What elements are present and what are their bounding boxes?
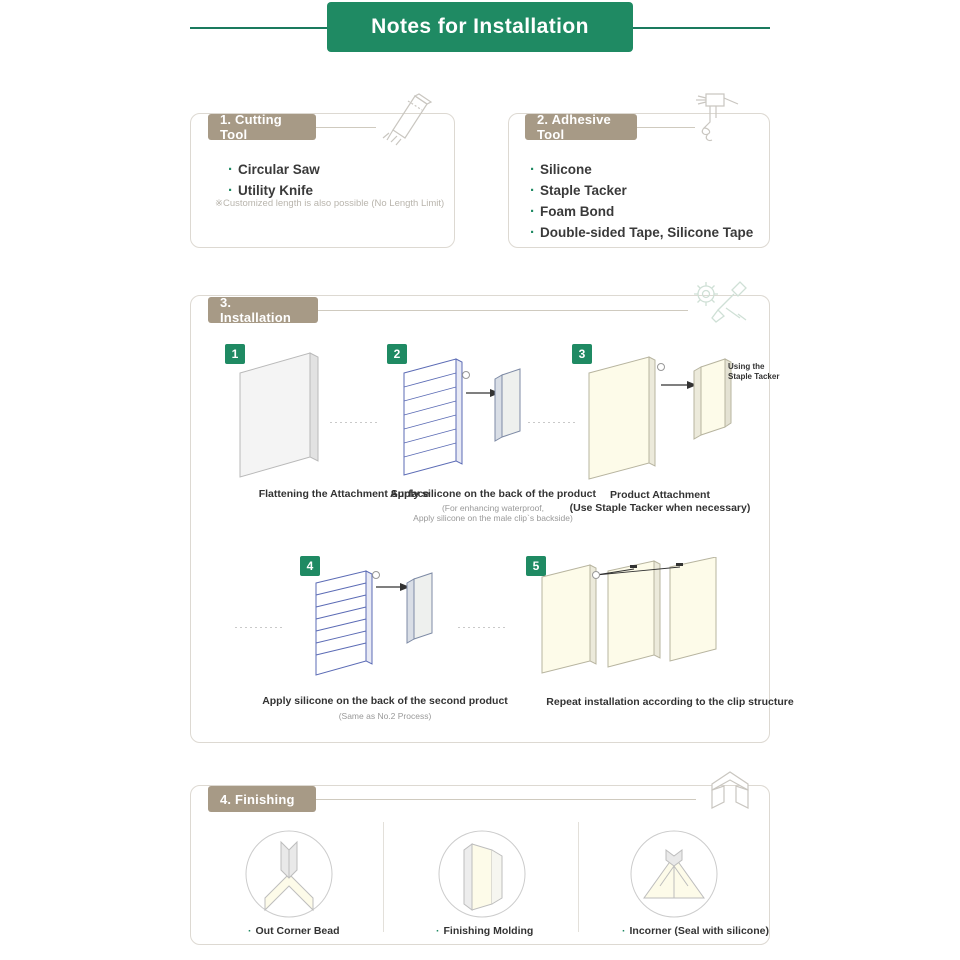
saw-icon (375, 92, 445, 148)
bullet-dot: · (530, 182, 535, 199)
page-title-text: Notes for Installation (371, 15, 589, 38)
list-item (530, 182, 753, 200)
step-badge-3: 3 (572, 344, 592, 364)
step4-step5-connector (458, 627, 506, 628)
step1-caption: Flattening the Attachment Surface (258, 488, 430, 500)
step3-caption-2: (Use Staple Tacker when necessary) (569, 502, 751, 514)
finishing-caption-incorner-label: Incorner (Seal with silicone) (629, 925, 769, 937)
finishing-caption-incorner (622, 925, 769, 937)
cutting-tool-note: ※Customized length is also possible (No Length Limit) (215, 198, 445, 209)
step3-tacker-note-line2: Staple Tacker (728, 372, 780, 381)
bullet-dot: · (248, 925, 252, 937)
caulking-gun-icon (690, 92, 754, 148)
step4-caption: Apply silicone on the back of the second product (262, 695, 508, 707)
step2-illustration (390, 345, 525, 485)
finishing-caption-out-corner-label: Out Corner Bead (255, 925, 340, 937)
step2-step3-connector (528, 422, 576, 423)
step1-step2-connector (330, 422, 378, 423)
installation-tab-rule (318, 310, 688, 311)
finishing-divider-1 (383, 822, 384, 932)
tab-installation-label: 3. Installation (220, 295, 292, 325)
step3-tacker-note-line1: Using the (728, 362, 765, 371)
tab-cutting-tool (208, 114, 316, 140)
finishing-tab-rule (316, 799, 696, 800)
list-item (228, 161, 320, 179)
step-badge-5: 5 (526, 556, 546, 576)
bullet-dot: · (530, 161, 535, 178)
step3-tacker-note (728, 362, 779, 382)
bullet-dot: · (622, 925, 626, 937)
step2-caption: Apply silicone on the back of the product (390, 488, 596, 500)
step2-subcaption-2: Apply silicone on the male clip`s backside) (413, 513, 573, 523)
step4-subcaption: (Same as No.2 Process) (338, 711, 432, 721)
cutting-tab-rule (316, 127, 376, 128)
tab-adhesive-tool (525, 114, 637, 140)
page-header (0, 0, 960, 60)
step2-subcaption-1: (For enhancing waterproof, (441, 503, 545, 513)
list-item (530, 224, 753, 242)
step-badge-2: 2 (387, 344, 407, 364)
tab-adhesive-tool-label: 2. Adhesive Tool (537, 112, 611, 142)
adhesive-tab-rule (637, 127, 695, 128)
tab-installation (208, 297, 318, 323)
tab-cutting-tool-label: 1. Cutting Tool (220, 112, 282, 142)
step3-caption: Product Attachment (610, 489, 710, 501)
list-item-label: Silicone (540, 162, 592, 177)
list-item (530, 203, 753, 221)
gear-tool-icon (688, 280, 750, 324)
list-item-label: Staple Tacker (540, 183, 627, 198)
list-item-label: Double-sided Tape, Silicone Tape (540, 225, 754, 240)
tab-finishing (208, 786, 316, 812)
step4-left-connector (235, 627, 283, 628)
bullet-dot: · (228, 161, 233, 178)
list-item-label: Foam Bond (540, 204, 615, 219)
finishing-caption-molding (436, 925, 533, 937)
list-item-label: Utility Knife (238, 183, 314, 198)
finishing-caption-out-corner (248, 925, 340, 937)
step5-illustration (530, 557, 730, 687)
step-badge-1: 1 (225, 344, 245, 364)
finishing-molding-illustration (438, 830, 526, 918)
incorner-illustration (630, 830, 718, 918)
finishing-divider-2 (578, 822, 579, 932)
step4-illustration (300, 557, 440, 687)
page-title (327, 2, 633, 52)
list-item-label: Circular Saw (238, 162, 320, 177)
bullet-dot: · (436, 925, 440, 937)
finishing-caption-molding-label: Finishing Molding (443, 925, 534, 937)
adhesive-tool-list (530, 161, 753, 245)
list-item (530, 161, 753, 179)
step5-caption: Repeat installation according to the clip structure (546, 696, 794, 708)
bullet-dot: · (228, 182, 233, 199)
cutting-tool-list (228, 161, 320, 203)
bullet-dot: · (530, 224, 535, 241)
step3-illustration (575, 345, 740, 485)
step-badge-4: 4 (300, 556, 320, 576)
step1-illustration (232, 345, 342, 485)
out-corner-bead-illustration (245, 830, 333, 918)
tab-finishing-label: 4. Finishing (220, 791, 295, 807)
corner-bead-icon (700, 768, 756, 818)
bullet-dot: · (530, 203, 535, 220)
